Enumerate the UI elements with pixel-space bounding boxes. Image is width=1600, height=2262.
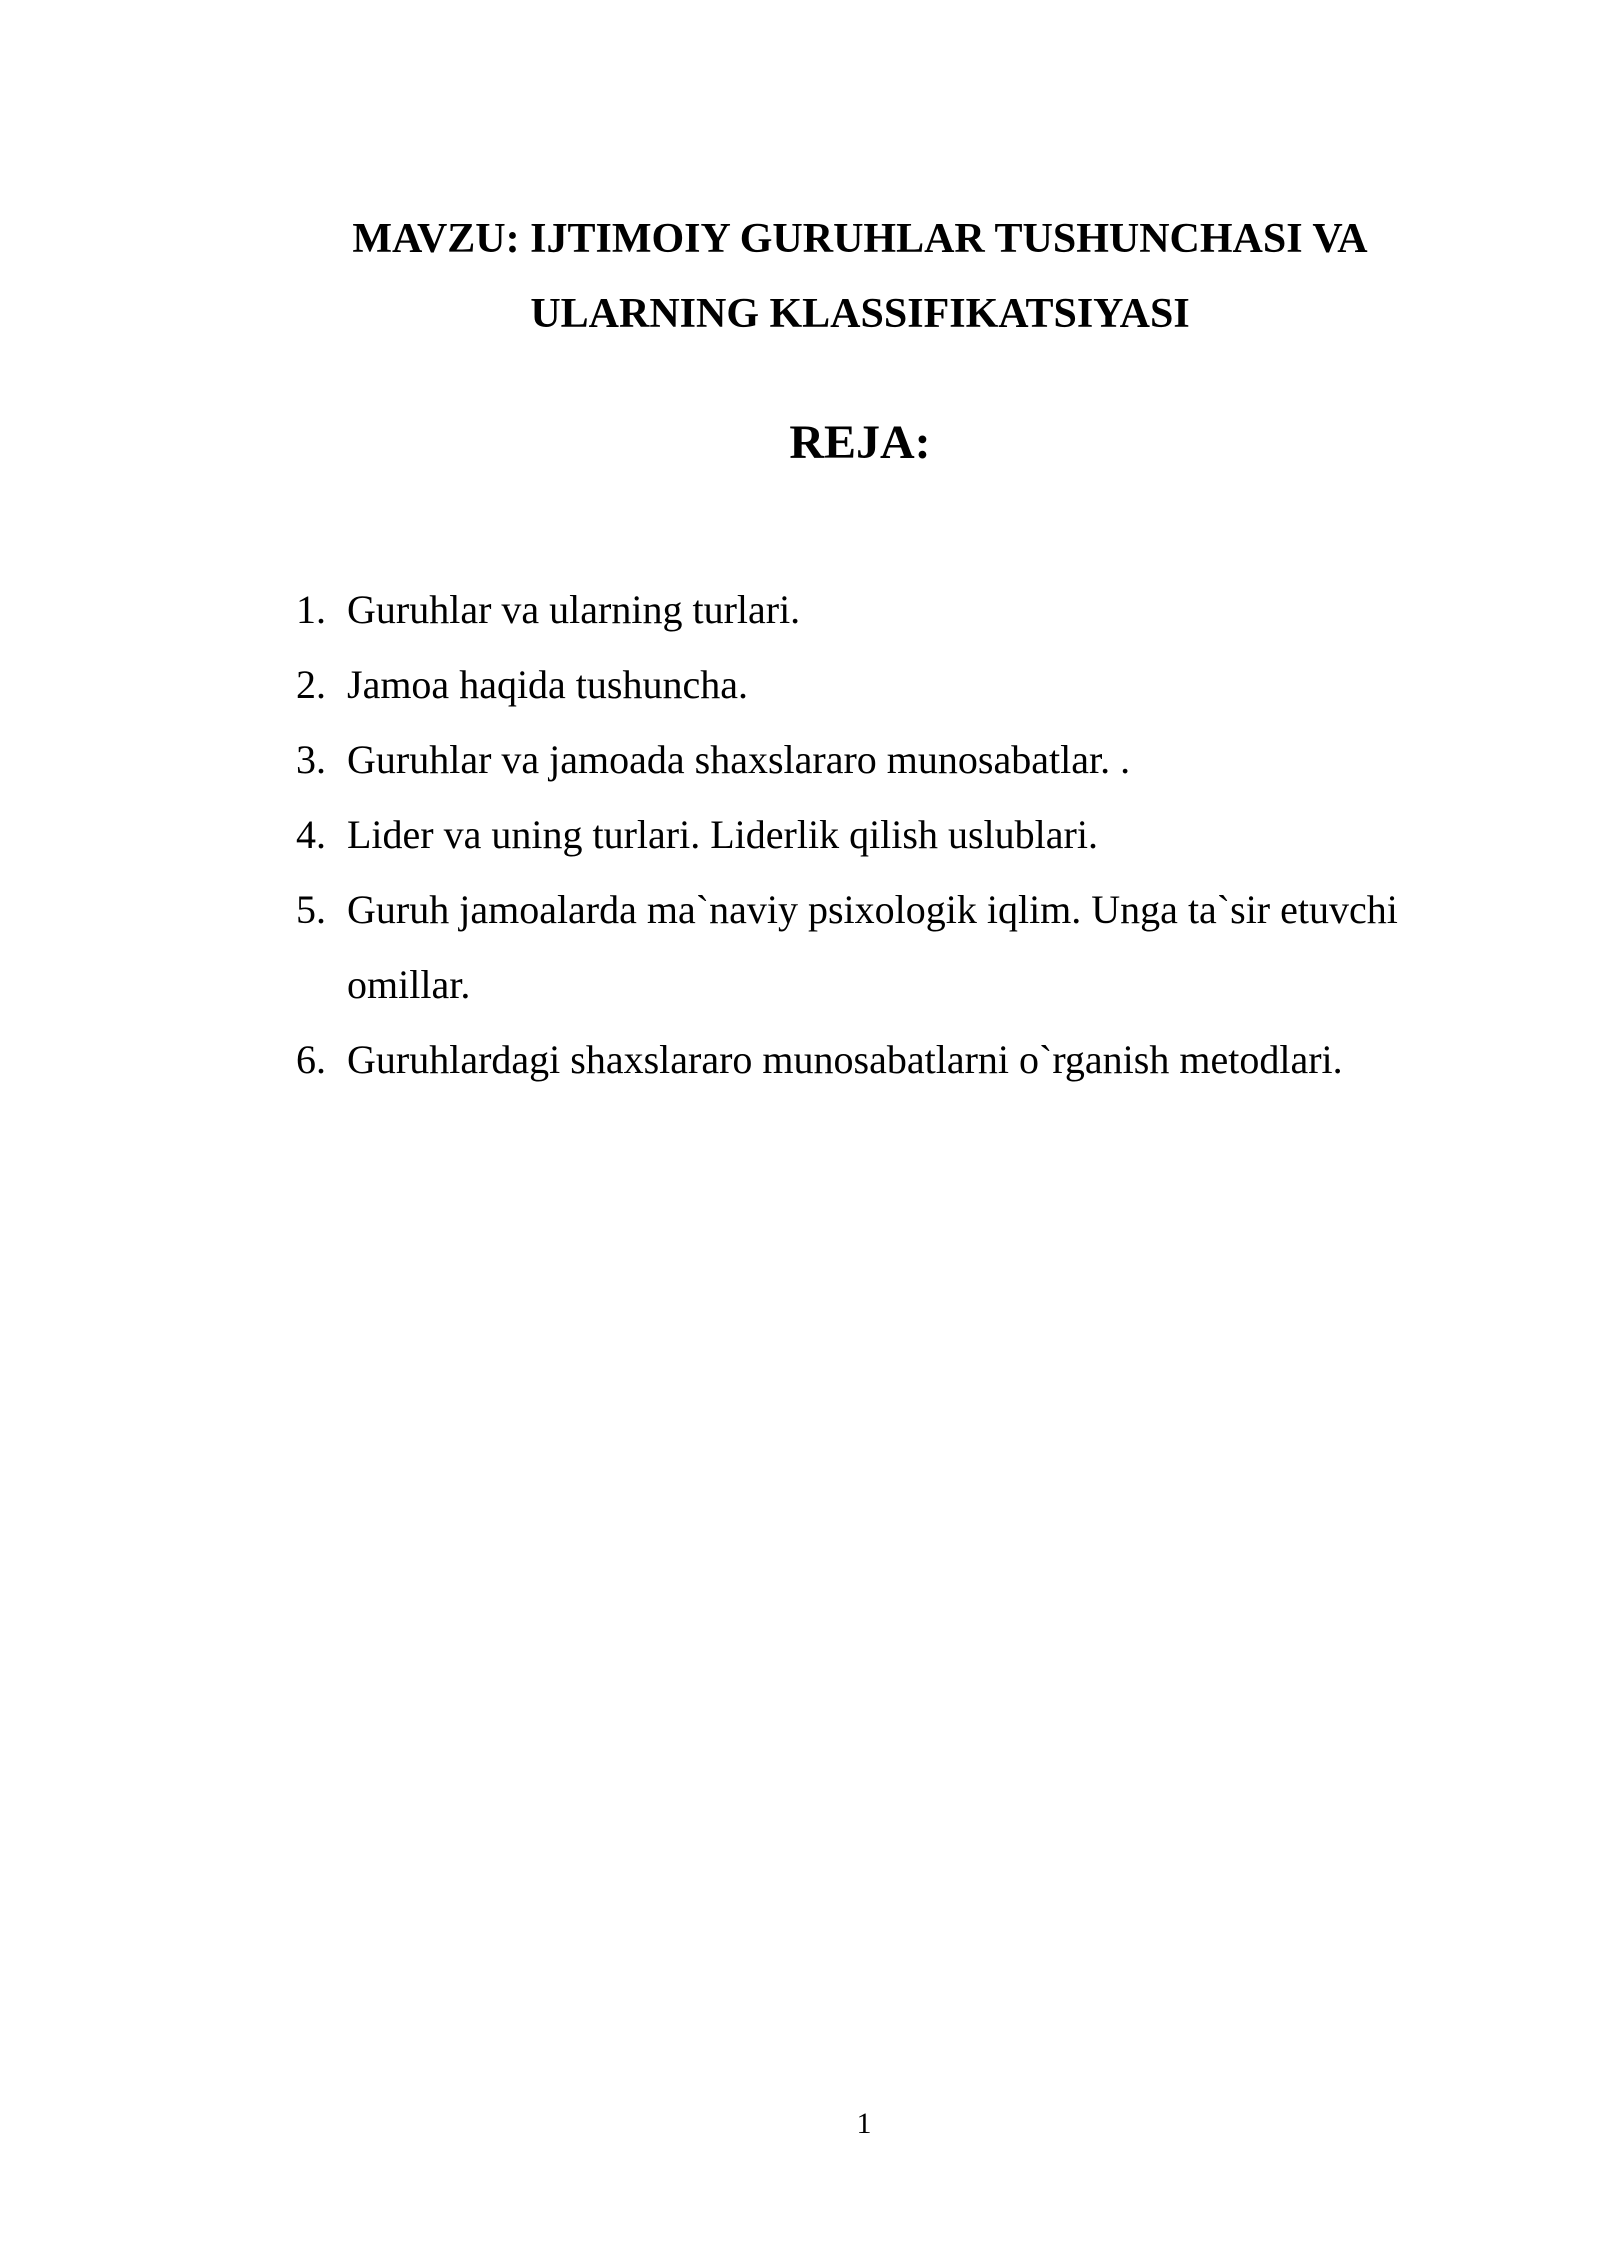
plan-list: [296, 572, 1496, 1097]
page-number: 1: [856, 2107, 872, 2140]
plan-item-text: Jamoa haqida tushuncha.: [347, 662, 748, 707]
title-line: MAVZU: IJTIMOIY GURUHLAR TUSHUNCHASI VA: [352, 216, 1368, 262]
plan-item-number: 1.: [296, 587, 326, 632]
plan-heading: REJA:: [789, 416, 931, 469]
plan-item: [296, 797, 1496, 872]
plan-item: [296, 1022, 1496, 1097]
plan-item-text: Guruhlar va jamoada shaxslararo munosabatlar. .: [347, 737, 1131, 782]
plan-item: [296, 872, 1496, 1022]
plan-item-number: 6.: [296, 1037, 326, 1082]
plan-item-text: Lider va uning turlari. Liderlik qilish uslublari.: [347, 812, 1098, 857]
plan-item-text: Guruhlar va ularning turlari.: [347, 587, 801, 632]
plan-item-text: Guruh jamoalarda ma`naviy psixologik iqlim. Unga ta`sir etuvchi omillar.: [347, 887, 1398, 1007]
document-title: [330, 202, 1390, 352]
plan-item-number: 2.: [296, 662, 326, 707]
plan-item: [296, 722, 1496, 797]
plan-item-text: Guruhlardagi shaxslararo munosabatlarni o`rganish metodlari.: [347, 1037, 1343, 1082]
plan-item-number: 5.: [296, 887, 326, 932]
plan-item: [296, 572, 1496, 647]
plan-item-number: 3.: [296, 737, 326, 782]
plan-item-number: 4.: [296, 812, 326, 857]
plan-item: [296, 647, 1496, 722]
title-line: ULARNING KLASSIFIKATSIYASI: [530, 291, 1190, 337]
